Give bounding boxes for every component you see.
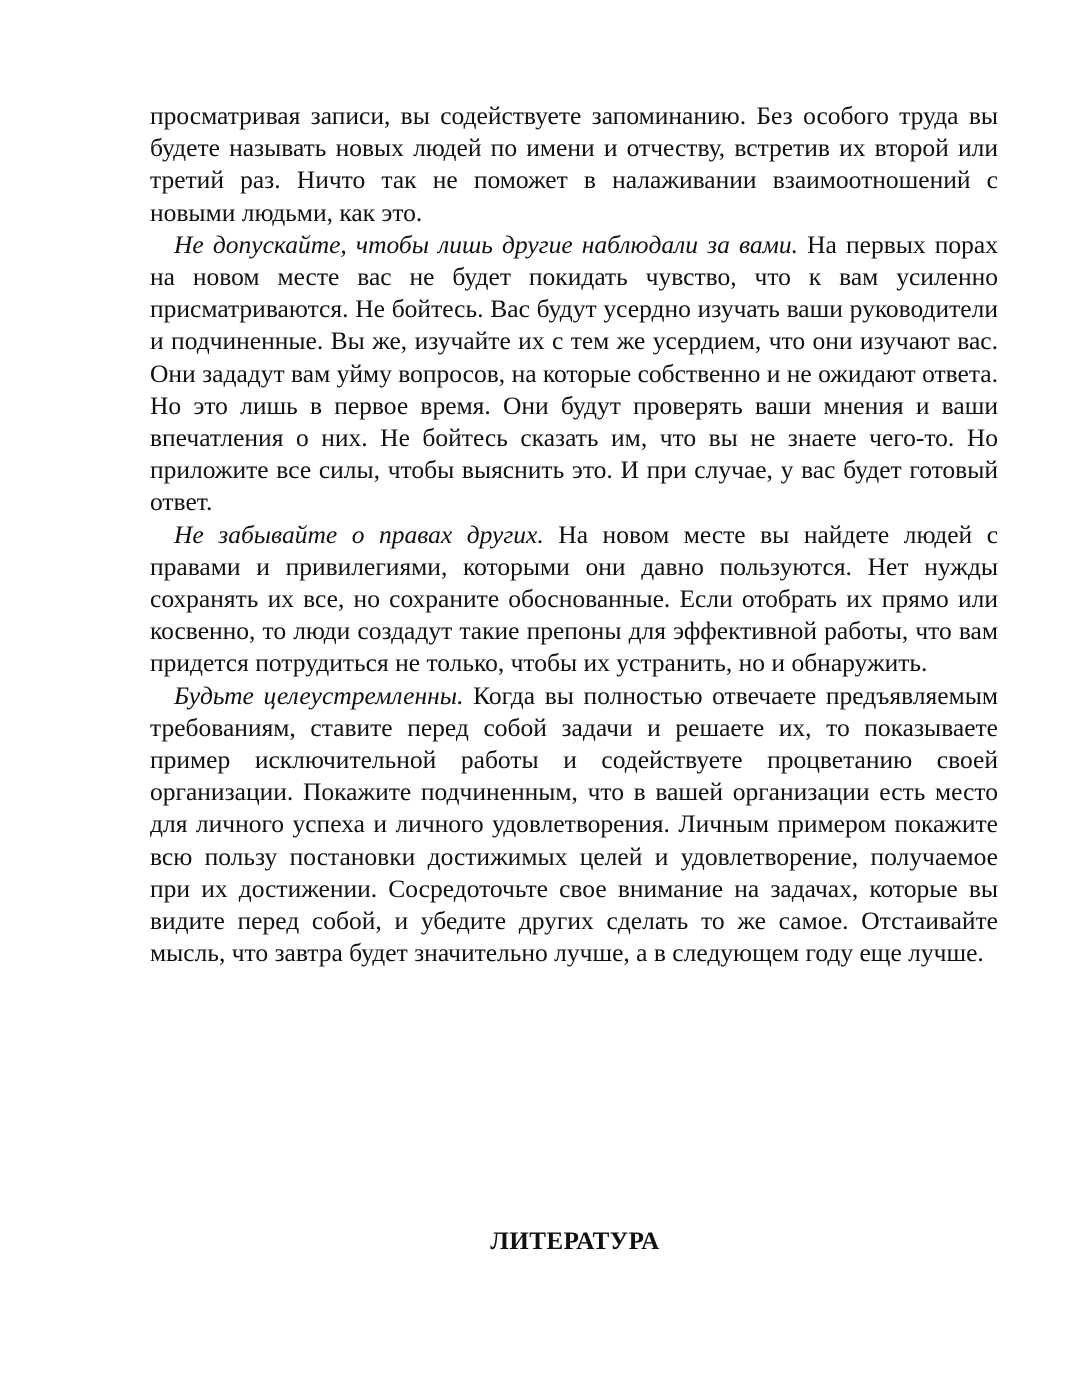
document-body [150,100,998,969]
paragraph-4-text: Когда вы полностью отвечаете предъявляемым требованиям, ставите перед собой задачи и решаете их, то показываете пример исключительной работы и содействуете процветанию своей организации. Покажите подчиненным, что в вашей организации есть место для личного успеха и личного удовлетворения. Личным примером покажите всю пользу постановки достижимых целей и удовлетворение, получаемое при их достижении. Сосредоточьте свое внимание на задачах, которые вы видите перед собой, и убедите других сделать то же самое. Отстаивайте мысль, что завтра будет значительно лучше, а в следующем году еще лучше. [150,680,999,968]
paragraph-4 [150,680,998,970]
paragraph-4-lead: Будьте целеустремленны. [174,680,464,710]
paragraph-2 [150,229,998,519]
paragraph-3-text: На новом месте вы найдете людей с правами и привилегиями, которыми они давно пользуются. Нет нужды сохранять их все, но сохраните обоснованные. Если отобрать их прямо или косвенно, то люди создадут такие препоны для эффективной работы, что вам придется потрудиться не только, чтобы их устранить, но и обнаружить. [150,519,999,678]
section-heading: ЛИТЕРАТУРА [490,1228,660,1255]
paragraph-3 [150,519,998,680]
paragraph-3-lead: Не забывайте о правах других. [174,519,544,549]
paragraph-1-text: просматривая записи, вы содействуете запоминанию. Без особого труда вы будете называть новых людей по имени и отчеству, встретив их второй или третий раз. Ничто так не поможет в налаживании взаимоотношений с новыми людьми, как это. [150,101,998,227]
paragraph-2-text: На первых порах на новом месте вас не будет покидать чувство, что к вам усиленно присматриваются. Не бойтесь. Вас будут усердно изучать ваши руководители и подчиненные. Вы же, изучайте их с тем же усердием, что они изучают вас. Они зададут вам уйму вопросов, на которые собственно и не ожидают ответа. Но это лишь в первое время. Они будут проверять ваши мнения и ваши впечатления о них. Не бойтесь сказать им, что вы не знаете чего-то. Но приложите все силы, чтобы выяснить это. И при случае, у вас будет готовый ответ. [150,229,998,517]
paragraph-1 [150,100,998,229]
paragraph-2-lead: Не допускайте, чтобы лишь другие наблюдали за вами. [174,229,798,259]
